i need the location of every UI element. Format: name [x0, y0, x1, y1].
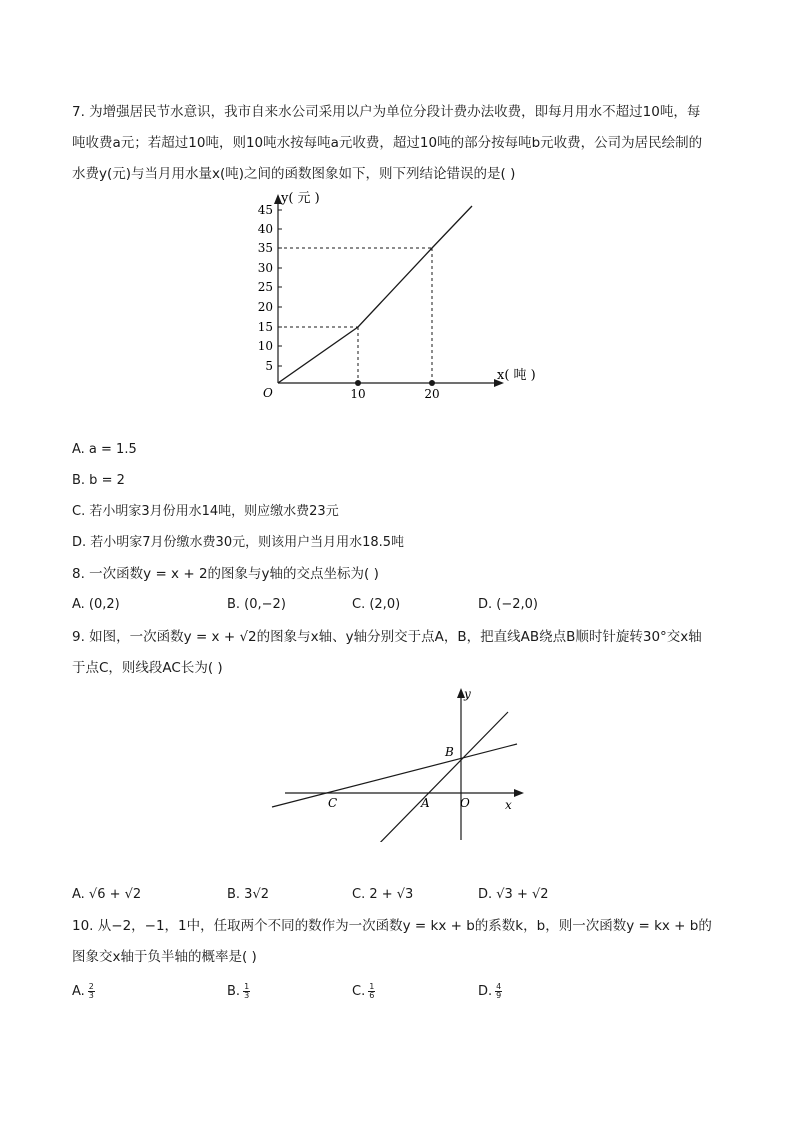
- q7-text-line1: 7. 为增强居民节水意识，我市自来水公司采用以户为单位分段计费办法收费，即每月用水不超过10吨，每: [72, 104, 701, 120]
- q9-text-line1: 9. 如图，一次函数y = x + √2的图象与x轴、y轴分别交于点A，B，把直线AB绕点B顺时针旋转30°交x轴: [72, 629, 702, 645]
- graph1-origin-label: O: [263, 386, 273, 400]
- q7-text-line2: 吨收费a元；若超过10吨，则10吨水按每吨a元收费，超过10吨的部分按每吨b元收费，公司为居民绘制的: [72, 135, 703, 151]
- graph1-x-tick-20: 20: [424, 387, 440, 401]
- q10-option-a-fraction: $\frac{2}{3}$: [88, 982, 94, 1000]
- svg-text:30: 30: [257, 261, 273, 275]
- svg-text:25: 25: [257, 280, 273, 294]
- q7-option-a[interactable]: A. a = 1.5: [72, 442, 137, 457]
- q7-text-line3: 水费y(元)与当月用水量x(吨)之间的函数图象如下，则下列结论错误的是( ): [72, 166, 516, 182]
- q10-text-line1: 10. 从−2，−1，1中，任取两个不同的数作为一次函数y = kx + b的系数k，b，则一次函数y = kx + b的: [72, 918, 712, 934]
- svg-text:15: 15: [257, 320, 273, 334]
- q10-option-d[interactable]: [478, 982, 502, 1002]
- graph1-function-line: [278, 206, 472, 383]
- graph1-y-label: y( 元 ): [281, 191, 320, 206]
- svg-text:40: 40: [257, 222, 273, 236]
- q9-option-d[interactable]: D. √3 + √2: [478, 887, 549, 902]
- graph2-x-arrow: [514, 789, 524, 797]
- graph1-x-tick-10: 10: [350, 387, 366, 401]
- q10-option-c-label: C.: [352, 984, 366, 999]
- graph1-y-tick-labels: [258, 203, 273, 373]
- q10-option-a-label: A.: [72, 984, 85, 999]
- q9-text-line2: 于点C，则线段AC长为( ): [72, 660, 223, 676]
- q10-option-c[interactable]: [352, 982, 375, 1002]
- q10-option-c-fraction: $\frac{1}{6}$: [369, 982, 375, 1000]
- graph2-point-o: O: [460, 796, 470, 810]
- q9-option-c[interactable]: C. 2 + √3: [352, 887, 414, 902]
- q10-option-a[interactable]: [72, 982, 95, 1002]
- graph2-point-a: A: [421, 796, 430, 810]
- q8-option-d[interactable]: D. (−2,0): [478, 597, 538, 612]
- svg-text:35: 35: [257, 241, 273, 255]
- q10-option-b-fraction: $\frac{1}{3}$: [244, 982, 250, 1000]
- q10-option-b[interactable]: [227, 982, 250, 1002]
- graph1-x-label: x( 吨 ): [497, 368, 536, 383]
- q10-option-d-fraction: $\frac{4}{9}$: [496, 982, 502, 1000]
- svg-text:10: 10: [257, 339, 273, 353]
- graph2-point-b: B: [445, 745, 454, 759]
- q10-text-line2: 图象交x轴于负半轴的概率是( ): [72, 949, 257, 965]
- q7-option-c[interactable]: C. 若小明家3月份用水14吨，则应缴水费23元: [72, 504, 339, 519]
- q10-option-b-label: B.: [227, 984, 241, 999]
- svg-text:5: 5: [265, 359, 273, 373]
- q7-option-d[interactable]: D. 若小明家7月份缴水费30元，则该用户当月用水18.5吨: [72, 535, 405, 550]
- q8-text: 8. 一次函数y = x + 2的图象与y轴的交点坐标为( ): [72, 566, 379, 582]
- graph1-point-20: [429, 380, 435, 386]
- svg-text:20: 20: [257, 300, 273, 314]
- q8-option-b[interactable]: B. (0,−2): [227, 597, 286, 612]
- graph2-y-label: y: [464, 687, 471, 701]
- q10-option-d-label: D.: [478, 984, 493, 999]
- q9-option-a[interactable]: A. √6 + √2: [72, 887, 142, 902]
- graph2-x-label: x: [505, 798, 512, 812]
- graph1-dashed-guides: [278, 248, 432, 383]
- graph2-line-cb: [272, 744, 517, 807]
- q9-option-b[interactable]: B. 3√2: [227, 887, 270, 902]
- line-rotation-diagram: [265, 682, 535, 842]
- q8-option-a[interactable]: A. (0,2): [72, 597, 120, 612]
- svg-text:45: 45: [257, 203, 273, 217]
- q8-option-c[interactable]: C. (2,0): [352, 597, 401, 612]
- graph1-point-10: [355, 380, 361, 386]
- graph2-point-c: C: [328, 796, 338, 810]
- water-fee-graph: [240, 186, 560, 406]
- q7-option-b[interactable]: B. b = 2: [72, 473, 125, 488]
